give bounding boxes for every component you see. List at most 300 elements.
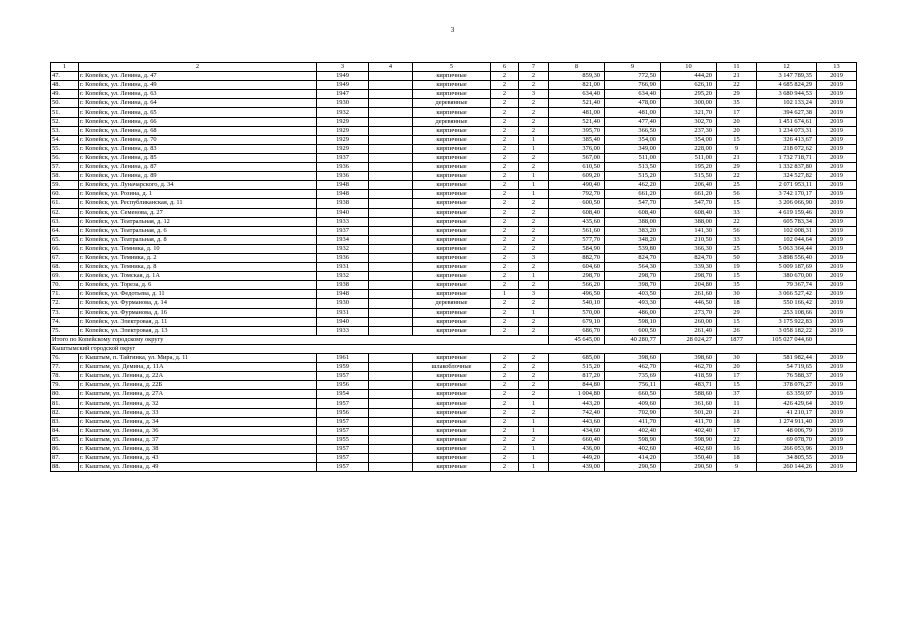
table-row bbox=[51, 399, 857, 408]
table-cell: 2019 bbox=[817, 199, 857, 208]
table-cell: 2019 bbox=[817, 208, 857, 217]
table-cell: 30 bbox=[717, 354, 757, 363]
table-cell: г. Кыштым, ул. Ленина, д. 36 bbox=[79, 426, 317, 435]
table-cell: 1956 bbox=[317, 408, 369, 417]
table-cell: г. Копейск, ул. Ленина, д. 65 bbox=[79, 108, 317, 117]
table-cell: г. Копейск, ул. Ленина, д. 64 bbox=[79, 99, 317, 108]
table-cell: 25 bbox=[717, 244, 757, 253]
table-cell: 228,00 bbox=[661, 144, 717, 153]
table-cell: 79 367,74 bbox=[757, 281, 817, 290]
table-cell bbox=[369, 435, 413, 444]
table-cell: 326 413,67 bbox=[757, 135, 817, 144]
table-cell bbox=[369, 253, 413, 262]
table-cell: 76 588,37 bbox=[757, 372, 817, 381]
table-cell: деревянные bbox=[413, 99, 491, 108]
table-cell: 462,20 bbox=[605, 181, 661, 190]
table-cell: 3 206 066,90 bbox=[757, 199, 817, 208]
table-cell: кирпичные bbox=[413, 190, 491, 199]
table-cell: кирпичные bbox=[413, 381, 491, 390]
table-cell: 2019 bbox=[817, 181, 857, 190]
table-cell: 1947 bbox=[317, 90, 369, 99]
table-cell: 75. bbox=[51, 326, 79, 335]
table-cell: 1 bbox=[491, 290, 519, 299]
table-cell: г. Копейск, ул. Ленина, д. 66 bbox=[79, 117, 317, 126]
table-cell: г. Копейск, ул. Томская, д. 1А bbox=[79, 272, 317, 281]
table-cell bbox=[369, 444, 413, 453]
table-cell: 1961 bbox=[317, 354, 369, 363]
table-cell: 69 078,70 bbox=[757, 435, 817, 444]
table-cell: 566,20 bbox=[549, 281, 605, 290]
table-cell: 51. bbox=[51, 108, 79, 117]
header-cell: 2 bbox=[79, 63, 317, 72]
table-cell: 550 166,42 bbox=[757, 299, 817, 308]
section-title: Кыштымский городской округ bbox=[51, 344, 857, 353]
table-cell: г. Копейск, ул. Фурманова, д. 16 bbox=[79, 308, 317, 317]
table-cell: 41 210,17 bbox=[757, 408, 817, 417]
table-cell: кирпичные bbox=[413, 108, 491, 117]
table-cell: 88. bbox=[51, 463, 79, 472]
table-cell: 2 bbox=[519, 435, 549, 444]
table-cell bbox=[369, 381, 413, 390]
table-cell: 817,20 bbox=[549, 372, 605, 381]
table-cell: 414,20 bbox=[605, 454, 661, 463]
table-cell: кирпичные bbox=[413, 354, 491, 363]
table-cell: 64. bbox=[51, 226, 79, 235]
table-cell: 2 bbox=[491, 354, 519, 363]
table-cell: 2 bbox=[491, 126, 519, 135]
table-cell: 260 144,26 bbox=[757, 463, 817, 472]
table-cell: 600,50 bbox=[605, 326, 661, 335]
table-cell: г. Копейск, ул. Театральная, д. 12 bbox=[79, 217, 317, 226]
table-cell: 3 147 789,35 bbox=[757, 72, 817, 81]
table-cell: кирпичные bbox=[413, 390, 491, 399]
table-cell: 2 bbox=[491, 399, 519, 408]
table-cell: кирпичные bbox=[413, 199, 491, 208]
table-cell: 2 bbox=[491, 153, 519, 162]
table-cell: 78. bbox=[51, 372, 79, 381]
table-row bbox=[51, 108, 857, 117]
table-cell: 2019 bbox=[817, 235, 857, 244]
table-cell: 2019 bbox=[817, 408, 857, 417]
table-cell: 54. bbox=[51, 135, 79, 144]
table-cell: 702,90 bbox=[605, 408, 661, 417]
table-cell: г. Кыштым, ул. Ленина, д. 37 bbox=[79, 435, 317, 444]
table-cell: г. Кыштым, ул. Демина, д. 11А bbox=[79, 363, 317, 372]
table-cell: 61. bbox=[51, 199, 79, 208]
table-cell: деревянные bbox=[413, 299, 491, 308]
table-cell: 1940 bbox=[317, 208, 369, 217]
table-cell: 496,50 bbox=[549, 290, 605, 299]
table-cell: 2 bbox=[491, 381, 519, 390]
table-cell: 354,00 bbox=[605, 135, 661, 144]
table-cell: кирпичные bbox=[413, 208, 491, 217]
table-cell: 2 bbox=[491, 281, 519, 290]
table-cell: 539,80 bbox=[605, 244, 661, 253]
table-cell: 2019 bbox=[817, 172, 857, 181]
table-cell bbox=[369, 326, 413, 335]
table-cell: 2 bbox=[491, 244, 519, 253]
table-cell: 402,60 bbox=[605, 444, 661, 453]
table-row bbox=[51, 354, 857, 363]
table-cell: 17 bbox=[717, 108, 757, 117]
table-cell: 2019 bbox=[817, 226, 857, 235]
table-cell bbox=[369, 463, 413, 472]
table-cell: 2019 bbox=[817, 354, 857, 363]
table-cell: 20 bbox=[717, 363, 757, 372]
table-cell: кирпичные bbox=[413, 135, 491, 144]
table-cell: кирпичные bbox=[413, 163, 491, 172]
table-cell: 2 bbox=[519, 208, 549, 217]
table-cell: 21 bbox=[717, 72, 757, 81]
table-cell: 686,70 bbox=[549, 326, 605, 335]
table-cell: 361,60 bbox=[661, 399, 717, 408]
table-cell: 80. bbox=[51, 390, 79, 399]
table-cell: 661,20 bbox=[661, 190, 717, 199]
table-cell bbox=[369, 426, 413, 435]
table-cell: кирпичные bbox=[413, 317, 491, 326]
table-row bbox=[51, 126, 857, 135]
table-cell: 60. bbox=[51, 190, 79, 199]
table-cell: 19 bbox=[717, 263, 757, 272]
table-cell bbox=[369, 299, 413, 308]
table-cell: 56 bbox=[717, 190, 757, 199]
table-cell: 29 bbox=[717, 163, 757, 172]
table-cell: 3 898 556,40 bbox=[757, 253, 817, 262]
table-cell: г. Кыштым, ул. Ленина, д. 33 bbox=[79, 408, 317, 417]
table-row bbox=[51, 81, 857, 90]
table-cell: кирпичные bbox=[413, 308, 491, 317]
table-cell: кирпичные bbox=[413, 90, 491, 99]
table-cell: 2 bbox=[519, 408, 549, 417]
table-cell: 2 bbox=[491, 217, 519, 226]
table-cell: 3 066 527,42 bbox=[757, 290, 817, 299]
table-cell: г. Кыштым, ул. Ленина, д. 34 bbox=[79, 417, 317, 426]
table-cell: кирпичные bbox=[413, 435, 491, 444]
table-cell: 398,70 bbox=[605, 281, 661, 290]
table-cell: 1930 bbox=[317, 99, 369, 108]
table-cell: 2 071 953,11 bbox=[757, 181, 817, 190]
table-cell: 1932 bbox=[317, 244, 369, 253]
table-cell: 339,30 bbox=[661, 263, 717, 272]
table-cell: 2 bbox=[491, 144, 519, 153]
table-cell: 1 bbox=[519, 144, 549, 153]
table-cell: 2 bbox=[519, 263, 549, 272]
table-row bbox=[51, 299, 857, 308]
table-cell: 1932 bbox=[317, 272, 369, 281]
table-cell: 1 bbox=[519, 463, 549, 472]
table-cell: 2 bbox=[491, 317, 519, 326]
table-cell: 76. bbox=[51, 354, 79, 363]
table-cell bbox=[369, 117, 413, 126]
table-cell: 385,40 bbox=[549, 135, 605, 144]
header-cell: 3 bbox=[317, 63, 369, 72]
table-cell: деревянные bbox=[413, 117, 491, 126]
table-cell: 2 bbox=[519, 153, 549, 162]
table-cell: 1937 bbox=[317, 153, 369, 162]
table-cell: 2 bbox=[519, 363, 549, 372]
table-cell: 2 bbox=[491, 172, 519, 181]
table-cell: 411,70 bbox=[661, 417, 717, 426]
table-row bbox=[51, 72, 857, 81]
table-cell: 295,20 bbox=[661, 90, 717, 99]
table-cell: 2 bbox=[491, 372, 519, 381]
table-cell bbox=[369, 153, 413, 162]
table-cell: кирпичные bbox=[413, 153, 491, 162]
table-cell: 3 bbox=[519, 90, 549, 99]
total-row bbox=[51, 335, 857, 344]
table-cell: г. Кыштым, ул. Ленина, д. 27А bbox=[79, 390, 317, 399]
table-cell: 366,30 bbox=[661, 244, 717, 253]
table-cell: 87. bbox=[51, 454, 79, 463]
table-cell: 1959 bbox=[317, 363, 369, 372]
table-cell: 2 bbox=[491, 435, 519, 444]
table-cell: 609,20 bbox=[549, 172, 605, 181]
table-cell: 477,40 bbox=[605, 117, 661, 126]
table-cell: 84. bbox=[51, 426, 79, 435]
table-cell: 66. bbox=[51, 244, 79, 253]
table-cell: 2 bbox=[491, 208, 519, 217]
table-row bbox=[51, 390, 857, 399]
table-cell: 2019 bbox=[817, 163, 857, 172]
table-cell: 1938 bbox=[317, 199, 369, 208]
table-cell: 298,70 bbox=[549, 272, 605, 281]
table-cell: 82. bbox=[51, 408, 79, 417]
table-cell: 1934 bbox=[317, 235, 369, 244]
table-cell: 11 bbox=[717, 399, 757, 408]
table-cell: г. Копейск, ул. Ленина, д. 89 bbox=[79, 172, 317, 181]
table-cell: г. Копейск, ул. Республиканская, д. 11 bbox=[79, 199, 317, 208]
table-row bbox=[51, 426, 857, 435]
table-cell: 772,50 bbox=[605, 72, 661, 81]
table-cell: г. Кыштым, п. Тайгинка, ул. Мира, д. 11 bbox=[79, 354, 317, 363]
table-row bbox=[51, 417, 857, 426]
table-cell: 3 680 944,53 bbox=[757, 90, 817, 99]
table-cell: 2 bbox=[491, 463, 519, 472]
table-cell: г. Кыштым, ул. Ленина, д. 38 bbox=[79, 444, 317, 453]
header-cell: 7 bbox=[519, 63, 549, 72]
table-cell: 1949 bbox=[317, 72, 369, 81]
table-cell: 1949 bbox=[317, 81, 369, 90]
table-cell: 564,30 bbox=[605, 263, 661, 272]
table-cell: 2019 bbox=[817, 390, 857, 399]
table-cell: 18 bbox=[717, 454, 757, 463]
table-cell: 1933 bbox=[317, 326, 369, 335]
table-cell: г. Копейск, ул. Ленина, д. 83 bbox=[79, 144, 317, 153]
table-cell bbox=[369, 199, 413, 208]
table-cell: 15 bbox=[717, 135, 757, 144]
table-cell: 266 053,96 bbox=[757, 444, 817, 453]
table-cell: 273,70 bbox=[661, 308, 717, 317]
table-cell: 3 175 922,83 bbox=[757, 317, 817, 326]
table-cell: кирпичные bbox=[413, 372, 491, 381]
table-cell: 290,50 bbox=[661, 463, 717, 472]
table-cell: 600,50 bbox=[549, 199, 605, 208]
table-cell: 298,70 bbox=[661, 272, 717, 281]
table-cell: 15 bbox=[717, 317, 757, 326]
table-cell: г. Копейск, ул. Ленина, д. 70 bbox=[79, 135, 317, 144]
table-cell: г. Копейск, ул. Театральная, д. 8 bbox=[79, 235, 317, 244]
total-col-9: 40 280,77 bbox=[605, 335, 661, 344]
table-cell: 218 072,62 bbox=[757, 144, 817, 153]
table-cell bbox=[369, 181, 413, 190]
table-cell: 15 bbox=[717, 272, 757, 281]
table-cell: 16 bbox=[717, 444, 757, 453]
table-cell: 2 bbox=[491, 426, 519, 435]
table-cell: 298,70 bbox=[605, 272, 661, 281]
table-cell: 679,10 bbox=[549, 317, 605, 326]
table-cell: 501,20 bbox=[661, 408, 717, 417]
table-cell: 2 bbox=[491, 454, 519, 463]
table-cell: 2 bbox=[491, 135, 519, 144]
table-cell: 567,00 bbox=[549, 153, 605, 162]
table-cell: 2 bbox=[491, 272, 519, 281]
table-cell: 1929 bbox=[317, 117, 369, 126]
table-cell: 2 bbox=[491, 444, 519, 453]
table-cell: 882,70 bbox=[549, 253, 605, 262]
table-cell bbox=[369, 390, 413, 399]
table-cell bbox=[369, 108, 413, 117]
table-cell: 2 bbox=[519, 326, 549, 335]
table-cell: 57. bbox=[51, 163, 79, 172]
table-cell: 2019 bbox=[817, 444, 857, 453]
table-cell: 2 bbox=[491, 235, 519, 244]
table-cell: 1957 bbox=[317, 372, 369, 381]
table-cell bbox=[369, 408, 413, 417]
table-cell: 403,50 bbox=[605, 290, 661, 299]
table-cell: 2 bbox=[491, 190, 519, 199]
table-cell: 1931 bbox=[317, 263, 369, 272]
table-cell: 9 bbox=[717, 463, 757, 472]
table-cell: 83. bbox=[51, 417, 79, 426]
table-cell: 37 bbox=[717, 390, 757, 399]
table-cell: 1937 bbox=[317, 226, 369, 235]
table-cell: 2 bbox=[491, 90, 519, 99]
table-row bbox=[51, 381, 857, 390]
table-cell: 85. bbox=[51, 435, 79, 444]
table-row bbox=[51, 317, 857, 326]
table-row bbox=[51, 199, 857, 208]
table-cell: 598,10 bbox=[605, 317, 661, 326]
table-cell: 65. bbox=[51, 235, 79, 244]
table-cell: 141,30 bbox=[661, 226, 717, 235]
table-cell: 462,70 bbox=[661, 363, 717, 372]
table-cell: 1957 bbox=[317, 463, 369, 472]
table-cell: 300,00 bbox=[661, 99, 717, 108]
table-row bbox=[51, 208, 857, 217]
table-cell: 515,50 bbox=[661, 172, 717, 181]
table-cell: 1936 bbox=[317, 172, 369, 181]
table-cell: 2 bbox=[519, 217, 549, 226]
table-cell: 18 bbox=[717, 417, 757, 426]
table-cell: 2 bbox=[519, 354, 549, 363]
table-cell: 398,60 bbox=[661, 354, 717, 363]
table-row bbox=[51, 435, 857, 444]
table-cell: 547,70 bbox=[605, 199, 661, 208]
table-cell: г. Копейск, ул. Федотьева, д. 11 bbox=[79, 290, 317, 299]
table-cell: кирпичные bbox=[413, 226, 491, 235]
table-cell: 2 bbox=[519, 299, 549, 308]
table-cell: 4 619 159,46 bbox=[757, 208, 817, 217]
table-cell bbox=[369, 226, 413, 235]
table-cell: г. Копейск, ул. Тореза, д. 6 bbox=[79, 281, 317, 290]
table-cell: 493,30 bbox=[605, 299, 661, 308]
table-cell: 483,71 bbox=[661, 381, 717, 390]
table-cell: 2019 bbox=[817, 290, 857, 299]
table-cell: 366,50 bbox=[605, 126, 661, 135]
table-cell: кирпичные bbox=[413, 326, 491, 335]
table-row bbox=[51, 172, 857, 181]
table-cell: 2 bbox=[491, 408, 519, 417]
table-cell: 2 bbox=[519, 235, 549, 244]
table-cell: 63. bbox=[51, 217, 79, 226]
table-cell: 2 bbox=[491, 108, 519, 117]
table-cell: 608,40 bbox=[605, 208, 661, 217]
table-cell: 22 bbox=[717, 172, 757, 181]
table-cell: 2 bbox=[519, 381, 549, 390]
table-cell: кирпичные bbox=[413, 72, 491, 81]
table-cell: 49. bbox=[51, 90, 79, 99]
table-cell: 48 006,79 bbox=[757, 426, 817, 435]
table-cell: 50. bbox=[51, 99, 79, 108]
table-row bbox=[51, 181, 857, 190]
table-cell: 2019 bbox=[817, 299, 857, 308]
table-cell: г. Копейск, ул. Электровая, д. 13 bbox=[79, 326, 317, 335]
table-cell bbox=[369, 163, 413, 172]
table-cell: кирпичные bbox=[413, 281, 491, 290]
table-cell: г. Копейск, ул. Темника, д. 10 bbox=[79, 244, 317, 253]
table-cell: 2019 bbox=[817, 244, 857, 253]
table-cell: г. Копейск, ул. Семенова, д. 27 bbox=[79, 208, 317, 217]
total-col-13 bbox=[817, 335, 857, 344]
page-number: 3 bbox=[450, 26, 455, 34]
table-cell: 844,80 bbox=[549, 381, 605, 390]
table-cell: 302,70 bbox=[661, 117, 717, 126]
table-cell: 2 bbox=[491, 417, 519, 426]
table-cell: кирпичные bbox=[413, 244, 491, 253]
table-cell: 2 bbox=[519, 108, 549, 117]
table-cell: 395,70 bbox=[549, 126, 605, 135]
table-cell bbox=[369, 235, 413, 244]
table-cell: 15 bbox=[717, 199, 757, 208]
table-cell: 2019 bbox=[817, 454, 857, 463]
table-cell: 2019 bbox=[817, 372, 857, 381]
table-cell: 434,60 bbox=[549, 426, 605, 435]
table-cell: 50 bbox=[717, 253, 757, 262]
table-cell: 1957 bbox=[317, 399, 369, 408]
table-cell: 21 bbox=[717, 153, 757, 162]
table-cell: 2019 bbox=[817, 253, 857, 262]
table-cell: 67. bbox=[51, 253, 79, 262]
table-cell: 1955 bbox=[317, 435, 369, 444]
table-cell: 15 bbox=[717, 381, 757, 390]
table-cell: 402,40 bbox=[661, 426, 717, 435]
table-cell: 2 bbox=[519, 317, 549, 326]
table-cell: 53. bbox=[51, 126, 79, 135]
table-cell: 25 bbox=[717, 181, 757, 190]
table-cell bbox=[369, 272, 413, 281]
table-cell: 634,40 bbox=[605, 90, 661, 99]
table-cell: г. Кыштым, ул. Ленина, д. 22Б bbox=[79, 381, 317, 390]
table-cell: 443,60 bbox=[549, 417, 605, 426]
header-cell: 5 bbox=[413, 63, 491, 72]
table-row bbox=[51, 190, 857, 199]
table-cell: 20 bbox=[717, 117, 757, 126]
table-cell: 1 bbox=[519, 426, 549, 435]
table-cell: 513,50 bbox=[605, 163, 661, 172]
table-cell: 1 732 718,71 bbox=[757, 153, 817, 162]
table-cell: 2 bbox=[519, 81, 549, 90]
header-cell: 9 bbox=[605, 63, 661, 72]
